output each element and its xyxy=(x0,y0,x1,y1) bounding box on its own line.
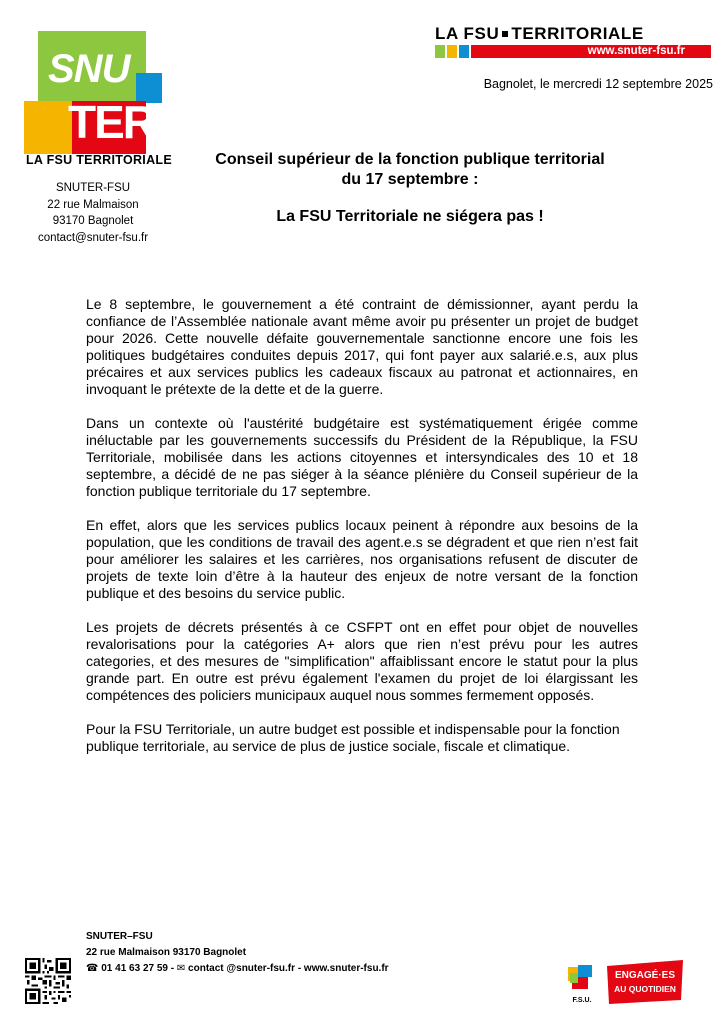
sender-email: contact@snuter-fsu.fr xyxy=(37,231,149,244)
letter-date: Bagnolet, le mercredi 12 septembre 2025 xyxy=(483,77,713,91)
body-paragraph: Le 8 septembre, le gouvernement a été contraint de démissionner, ayant perdu la confiance de l’Assemblée nationale avant même avoir pu présenter un projet de budget pour 2026. Cette nouvelle défaite gouvernementale sanctionne encore une fois les politiques budgétaires conduites depuis 2017, qui font payer aux salarié.e.s, aux plus précaires et aux services publics les cadeaux fiscaux au patronat et actionnaires, en invoquant le prétexte de la dette et de la guerre. xyxy=(86,296,638,397)
body-paragraph: Dans un contexte où l'austérité budgétaire est systématiquement érigée comme inéluctable par les gouvernements successifs du Président de la République, la FSU Territoriale, mobilisée dans les actions citoyennes et intersyndicales des 10 et 18 septembre, a décidé de ne pas siéger à la séance plénière du Conseil supérieur de la fonction publique territoriale du 17 septembre. xyxy=(86,415,638,499)
footer-web[interactable]: www.snuter-fsu.fr xyxy=(303,963,389,974)
brand-title xyxy=(435,24,644,44)
brand-title-part1: LA FSU xyxy=(435,24,500,43)
phone-icon: ☎ xyxy=(86,963,99,974)
fsu-logo-icon xyxy=(566,963,598,1005)
brand-bar-green xyxy=(435,45,445,58)
brand-url: www.snuter-fsu.fr xyxy=(587,45,685,57)
footer xyxy=(86,929,389,977)
footer-contact-line: ☎ 01 41 63 27 59 - ✉ contact @snuter-fsu.fr - www.snuter-fsu.fr xyxy=(86,963,389,974)
footer-email[interactable]: contact @snuter-fsu.fr xyxy=(188,963,296,974)
brand-title-part2: TERRITORIALE xyxy=(511,24,644,43)
footer-address: 22 rue Malmaison 93170 Bagnolet xyxy=(86,947,247,958)
letter-body xyxy=(86,296,638,772)
footer-name: SNUTER–FSU xyxy=(86,931,153,942)
qr-code-icon xyxy=(25,958,71,1004)
mail-icon: ✉ xyxy=(176,963,186,974)
engages-badge xyxy=(605,960,685,1004)
title-line2: du 17 septembre : xyxy=(341,171,479,188)
sender-name: SNUTER-FSU xyxy=(55,182,131,194)
sender-city: 93170 Bagnolet xyxy=(52,215,134,227)
brand-bar-blue xyxy=(459,45,469,58)
snuter-logo xyxy=(24,31,160,154)
logo-caption: LA FSU TERRITORIALE xyxy=(26,153,172,167)
title-headline: La FSU Territoriale ne siégera pas ! xyxy=(276,208,544,225)
fsu-logo-label: F.S.U. xyxy=(572,997,592,1004)
badge-line2: AU QUOTIDIEN xyxy=(614,984,676,994)
badge-line1: ENGAGÉ·ES xyxy=(614,970,676,981)
logo-text-snu: SNU xyxy=(48,47,130,91)
letter-title xyxy=(160,150,660,227)
brand-bar-yellow xyxy=(447,45,457,58)
footer-phone: 01 41 63 27 59 xyxy=(101,963,168,974)
brand-color-bar xyxy=(435,45,711,58)
brand-dot-icon xyxy=(502,31,508,37)
title-line1: Conseil supérieur de la fonction publique territorial xyxy=(215,151,605,168)
body-paragraph: En effet, alors que les services publics locaux peinent à répondre aux besoins de la population, que les conditions de travail des agent.e.s se dégradent et que rien n’est fait pour améliorer les salaires et les carrières, nos organisations refusent de discuter de projets de texte loin d’être à la hauteur des enjeux de notre versant de la fonction publique et des besoins du service public. xyxy=(86,517,638,601)
logo-text-ter: TER xyxy=(68,96,154,148)
body-paragraph: Pour la FSU Territoriale, un autre budget est possible et indispensable pour la fonction publique territoriale, au service de plus de justice sociale, fiscale et climatique. xyxy=(86,721,620,754)
body-paragraph: Les projets de décrets présentés à ce CSFPT ont en effet pour objet de nouvelles revalorisations pour la catégories A+ alors que rien n’est prévu pour les autres categories, et des mesures de "simplification" affaiblissant encore le statut pour la plus grande part. En outre est prévu également l'examen du projet de loi élargissant les compétences des policiers municipaux auquel nous sommes fermement opposés. xyxy=(86,619,638,703)
sender-street: 22 rue Malmaison xyxy=(47,198,139,211)
sender-address xyxy=(28,180,158,246)
